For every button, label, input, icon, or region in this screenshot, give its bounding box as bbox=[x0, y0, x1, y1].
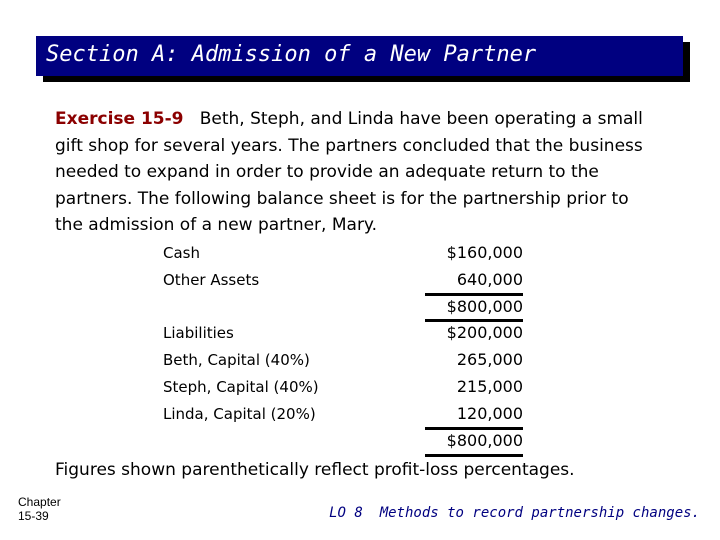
total-assets-row bbox=[0, 294, 720, 321]
balance-row bbox=[0, 401, 720, 428]
learning-objective: LO 8 Methods to record partnership changes. bbox=[329, 505, 700, 521]
balance-row bbox=[0, 240, 720, 267]
row-label: Linda, Capital (20%) bbox=[163, 405, 316, 423]
balance-row bbox=[0, 320, 720, 347]
chapter-label bbox=[18, 495, 61, 523]
footnote: Figures shown parenthetically reflect profit-loss percentages. bbox=[55, 460, 575, 480]
row-amount: 640,000 bbox=[456, 270, 523, 289]
row-amount: $160,000 bbox=[446, 243, 523, 262]
slide-title: Section A: Admission of a New Partner bbox=[46, 42, 537, 67]
exercise-text: Beth, Steph, and Linda have been operating a small gift shop for several years. The partners concluded that the business needed to expand in order to provide an adequate return to the partners. The following balance sheet is for the partnership prior to the admission of a new partner, Mary. bbox=[55, 109, 643, 235]
row-label: Cash bbox=[163, 244, 200, 262]
row-amount: 215,000 bbox=[456, 377, 523, 396]
row-amount: $200,000 bbox=[446, 323, 523, 342]
row-label: Other Assets bbox=[163, 271, 260, 289]
total-assets-amount: $800,000 bbox=[446, 297, 523, 316]
balance-row bbox=[0, 267, 720, 294]
balance-row bbox=[0, 374, 720, 401]
total-liabilities-equity-row bbox=[0, 428, 720, 455]
row-label: Beth, Capital (40%) bbox=[163, 351, 310, 369]
total-rule bbox=[425, 454, 523, 457]
chapter-number: 15-39 bbox=[18, 509, 49, 523]
row-amount: 120,000 bbox=[456, 404, 523, 423]
row-amount: 265,000 bbox=[456, 350, 523, 369]
exercise-label: Exercise 15-9 bbox=[55, 109, 184, 129]
total-liabilities-equity-amount: $800,000 bbox=[446, 431, 523, 450]
balance-row bbox=[0, 347, 720, 374]
row-label: Steph, Capital (40%) bbox=[163, 378, 319, 396]
exercise-paragraph bbox=[55, 106, 655, 239]
chapter-line: Chapter bbox=[18, 495, 61, 509]
row-label: Liabilities bbox=[163, 324, 234, 342]
title-bar bbox=[36, 36, 683, 76]
